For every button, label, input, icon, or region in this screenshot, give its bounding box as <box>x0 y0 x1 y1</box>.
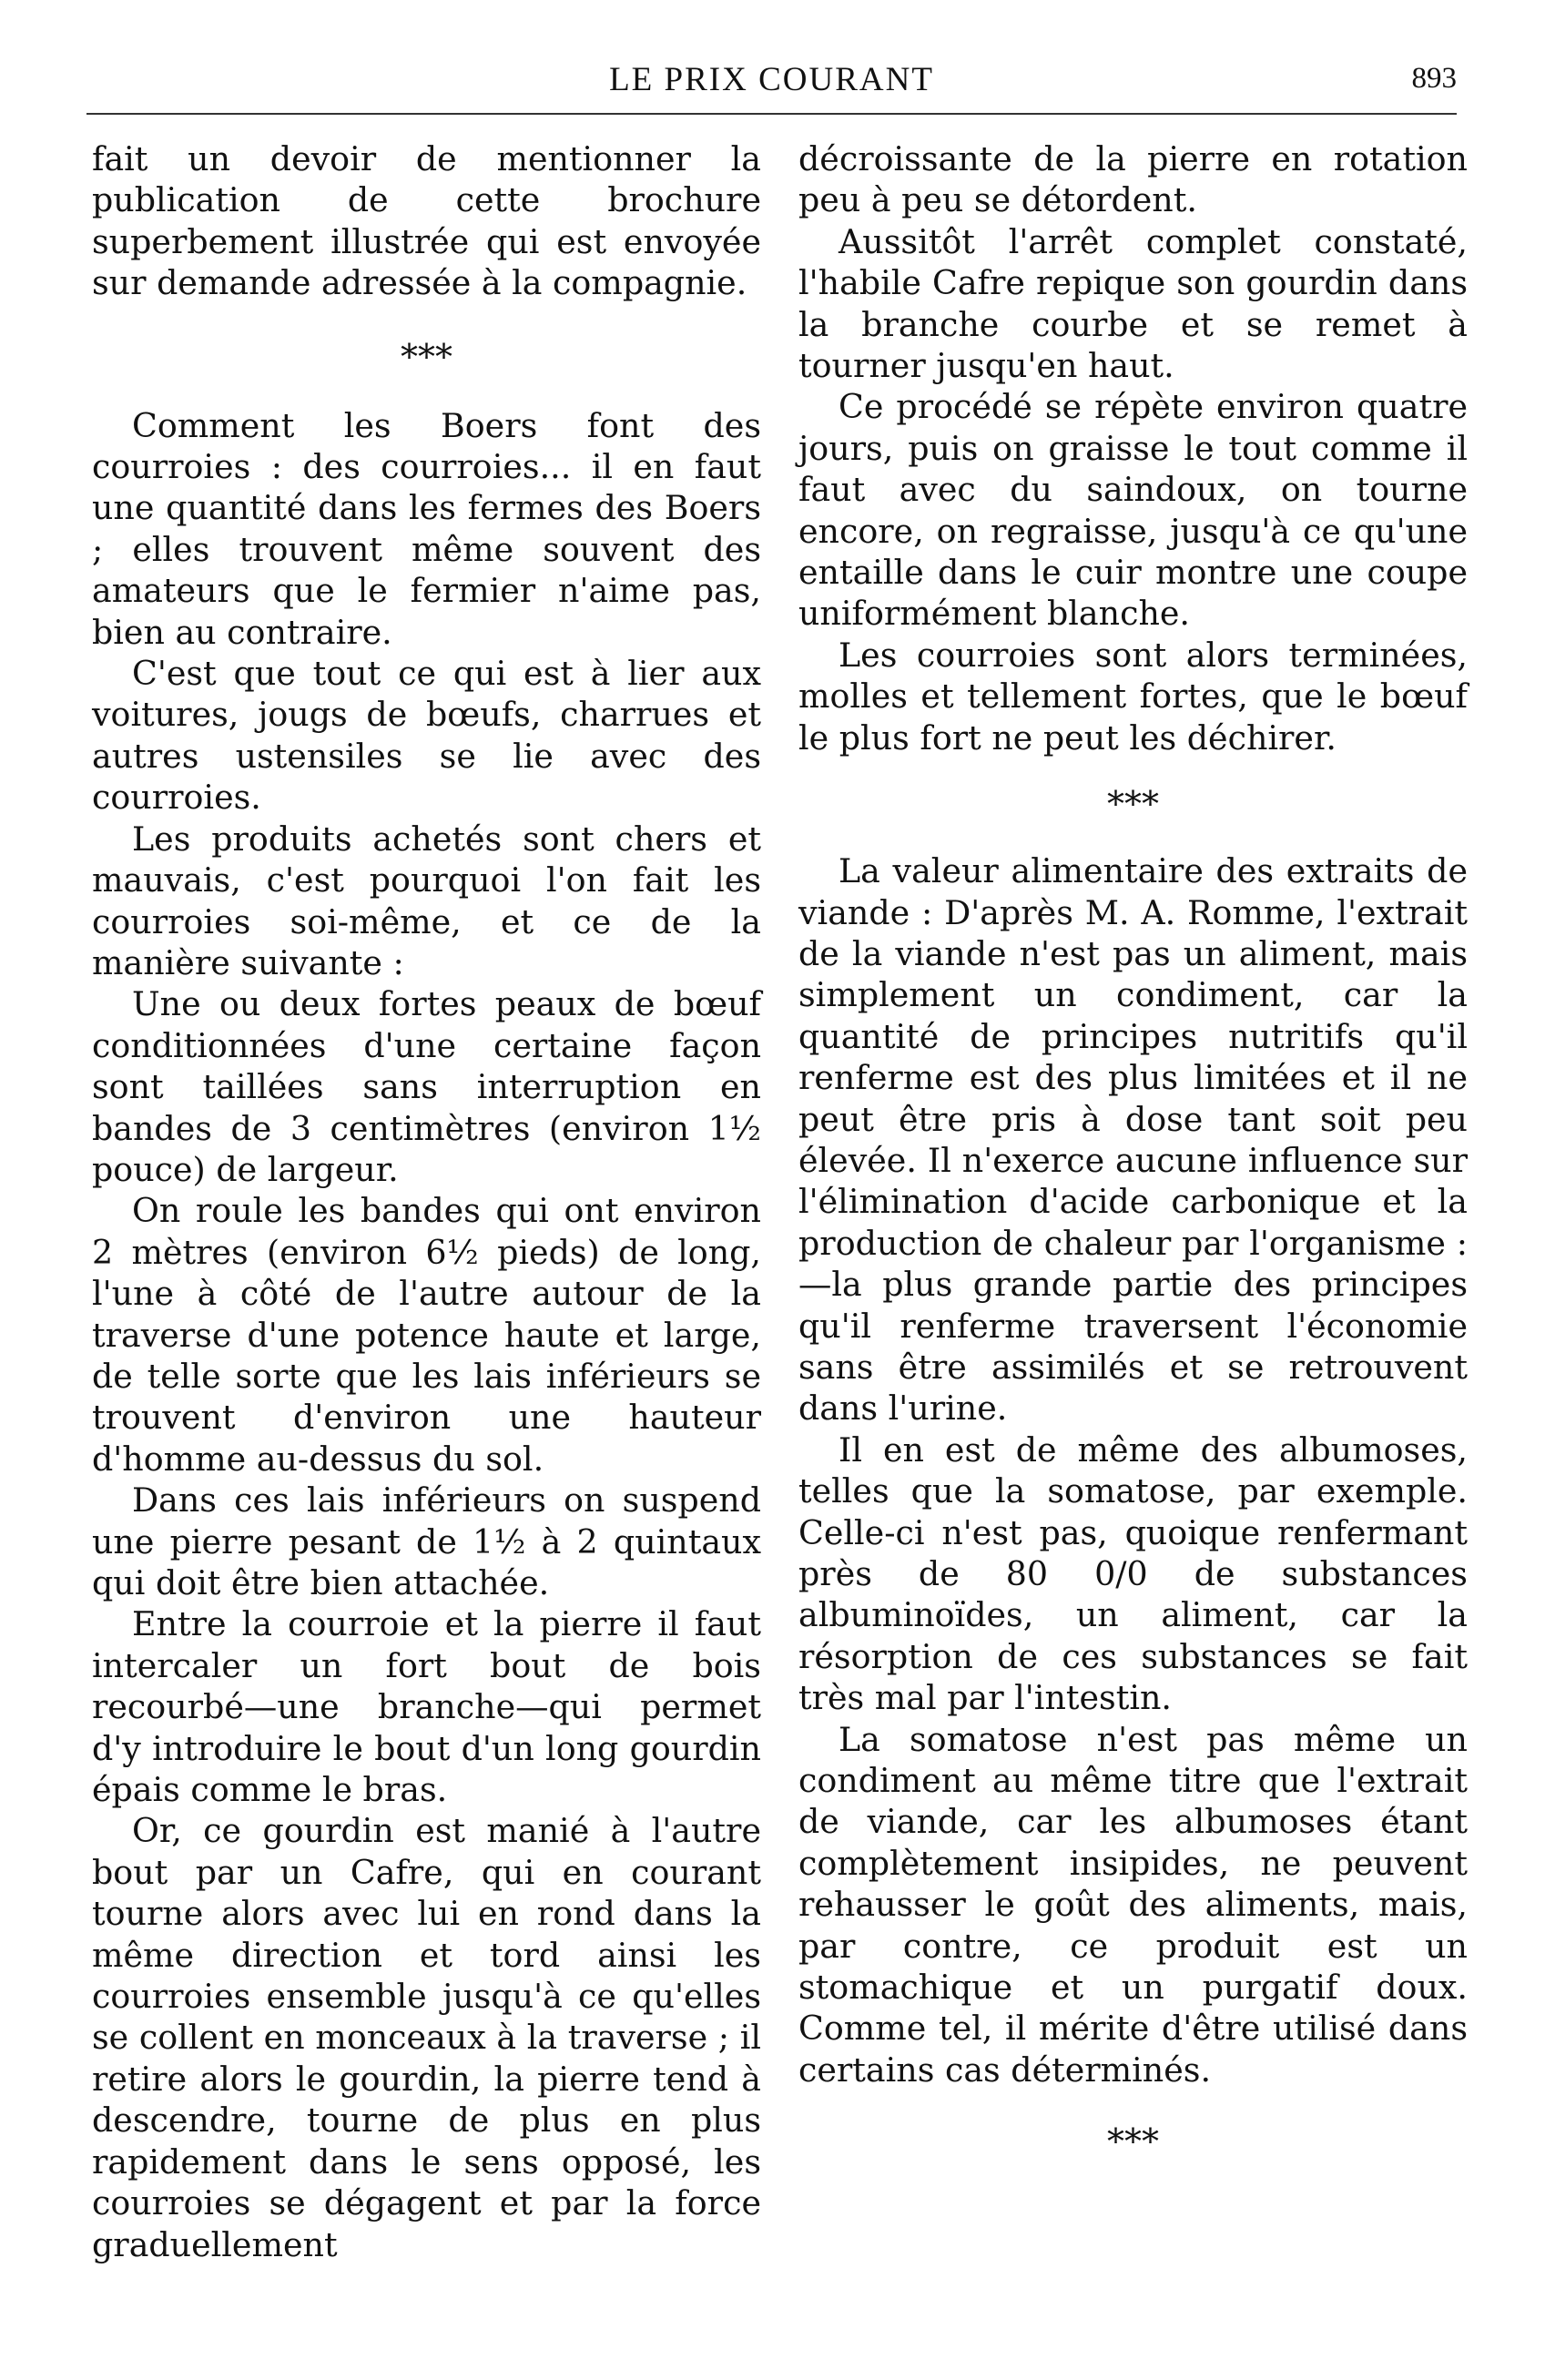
paragraph: Aussitôt l'arrêt complet constaté, l'habile Cafre repique son gourdin dans la branche courbe et se remet à tourner jusqu'en haut. <box>798 221 1468 386</box>
page-header <box>86 58 1457 106</box>
paragraph: décroissante de la pierre en rotation peu à peu se détordent. <box>798 139 1468 220</box>
paragraph: Une ou deux fortes peaux de bœuf conditionnées d'une certaine façon sont taillées sans interruption en bandes de 3 centimètres (environ 1½ pouce) de largeur. <box>92 984 761 1189</box>
paragraph: Or, ce gourdin est manié à l'autre bout par un Cafre, qui en courant tourne alors avec lui en rond dans la même direction et tord ainsi les courroies ensemble jusqu'à ce qu'elles se collent en monceaux à la traverse ; il retire alors le gourdin, la pierre tend à descendre, tourne de plus en plus rapidement dans le sens opposé, les courroies se dégagent et par la force graduellement <box>92 1811 761 2264</box>
paragraph: La somatose n'est pas même un condiment au même titre que l'extrait de viande, car les albumoses étant complètement insipides, ne peuvent rehausser le goût des aliments, mais, par contre, ce produit est un stomachique et un purgatif doux. Comme tel, il mérite d'être utilisé dans certains cas déterminés. <box>798 1719 1468 2090</box>
paragraph: Dans ces lais inférieurs on suspend une pierre pesant de 1½ à 2 quintaux qui doit être bien attachée. <box>92 1480 761 1602</box>
page-number: 893 <box>1411 62 1457 95</box>
paragraph: Entre la courroie et la pierre il faut intercaler un fort bout de bois recourbé—une branche—qui permet d'y introduire le bout d'un long gourdin épais comme le bras. <box>92 1604 761 1810</box>
paragraph: Il en est de même des albumoses, telles que la somatose, par exemple. Celle-ci n'est pas, quoique renfermant près de 80 0/0 de substances albuminoïdes, un aliment, car la résorption de ces substances se fait très mal par l'intestin. <box>798 1429 1468 1718</box>
section-separator: *** <box>1107 2121 1159 2162</box>
right-column <box>798 138 1468 2162</box>
section-separator: *** <box>401 336 452 377</box>
paragraph: Les produits achetés sont chers et mauvais, c'est pourquoi l'on fait les courroies soi-même, et ce de la manière suivante : <box>92 819 761 982</box>
paragraph: La valeur alimentaire des extraits de viande : D'après M. A. Romme, l'extrait de la viande n'est pas un aliment, mais simplement un condiment, car la quantité de principes nutritifs qu'il renferme est des plus limitées et il ne peut être pris à dose tant soit peu élevée. Il n'exerce aucune influence sur l'élimination d'acide carbonique et la production de chaleur par l'organisme :—la plus grande partie des principes qu'il renferme traversent l'économie sans être assimilés et se retrouvent dans l'urine. <box>798 851 1468 1429</box>
paragraph: Ce procédé se répète environ quatre jours, puis on graisse le tout comme il faut avec du saindoux, on tourne encore, on regraisse, jusqu'à ce qu'une entaille dans le cuir montre une coupe uniformément blanche. <box>798 387 1468 634</box>
paragraph: fait un devoir de mentionner la publication de cette brochure superbement illustrée qui est envoyée sur demande adressée à la compagnie. <box>92 139 761 303</box>
header-rule <box>86 113 1457 115</box>
paragraph: On roule les bandes qui ont environ 2 mètres (environ 6½ pieds) de long, l'une à côté de l'autre autour de la traverse d'une potence haute et large, de telle sorte que les lais inférieurs se trouvent d'environ une hauteur d'homme au-dessus du sol. <box>92 1191 761 1479</box>
running-title: LE PRIX COURANT <box>609 61 934 98</box>
paragraph: Les courroies sont alors terminées, molles et tellement fortes, que le bœuf le plus fort ne peut les déchirer. <box>798 635 1468 758</box>
section-separator: *** <box>1107 784 1159 825</box>
paragraph: C'est que tout ce qui est à lier aux voitures, jougs de bœufs, charrues et autres ustensiles se lie avec des courroies. <box>92 654 761 818</box>
left-column <box>92 138 761 2265</box>
paragraph: Comment les Boers font des courroies : des courroies... il en faut une quantité dans les fermes des Boers ; elles trouvent même souvent des amateurs que le fermier n'aime pas, bien au contraire. <box>92 405 761 652</box>
